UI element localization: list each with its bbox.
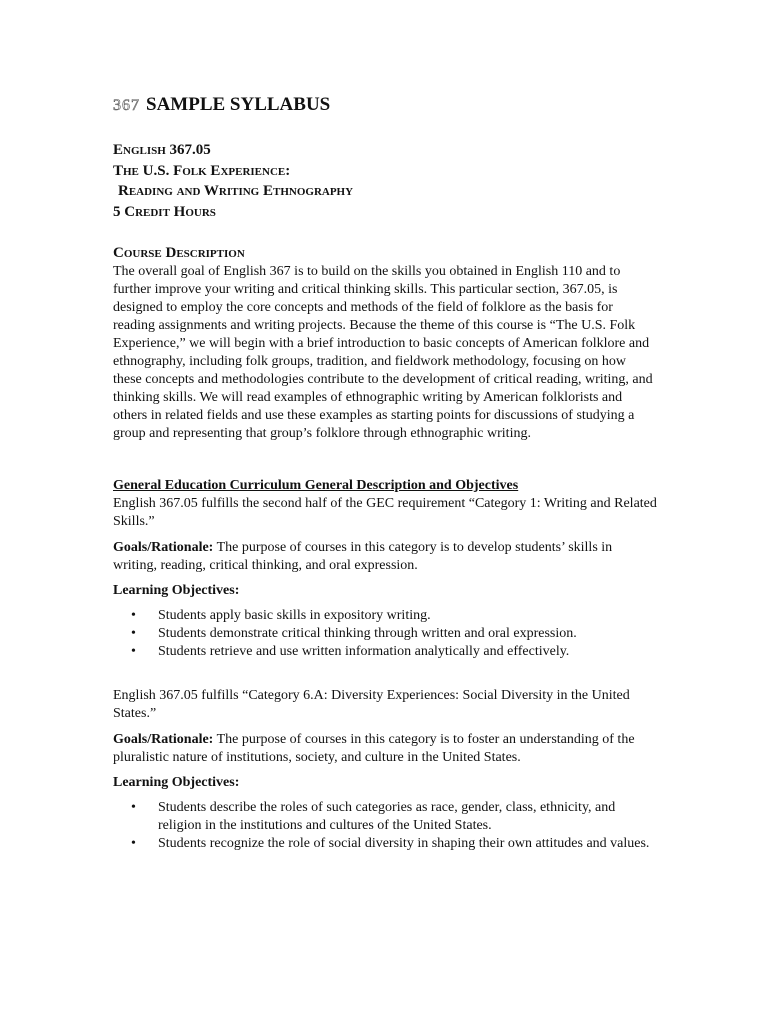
bullet-icon: • — [131, 836, 136, 851]
bullet-icon: • — [131, 644, 136, 659]
category-6-intro: English 367.05 fulfills “Category 6.A: Diversity Experiences: Social Diversity in the United States.” — [113, 688, 630, 721]
goals-label: Goals/Rationale: — [113, 540, 214, 555]
gec-heading: General Education Curriculum General Description and Objectives — [113, 478, 519, 493]
document-title — [113, 93, 330, 118]
category-6-objectives-label: Learning Objectives: — [113, 775, 240, 790]
list-item: • Students demonstrate critical thinking through written and oral expression. — [131, 626, 577, 641]
list-item: • Students recognize the role of social diversity in shaping their own attitudes and values. — [131, 836, 650, 851]
goals-text: The purpose of courses in this category is to develop students’ skills in writing, reading, critical thinking, and oral expression. — [113, 540, 613, 573]
bullet-icon: • — [131, 608, 136, 623]
category-1-intro: English 367.05 fulfills the second half of the GEC requirement “Category 1: Writing and Related Skills.” — [113, 496, 657, 529]
course-info — [113, 140, 353, 223]
document-title-text: SAMPLE SYLLABUS — [146, 94, 331, 115]
course-code: English 367.05 — [113, 142, 211, 158]
category-1-goals — [113, 539, 658, 575]
category-6-objectives-list — [113, 799, 658, 853]
list-item: • Students apply basic skills in expository writing. — [131, 608, 431, 623]
bullet-icon: • — [131, 800, 136, 815]
course-description-body: The overall goal of English 367 is to build on the skills you obtained in English 110 and to further improve your writing and critical thinking skills. This particular section, 367.05, is designed to employ the core concepts and methods of the field of folklore as the basis for reading assignments and writing projects. Because the theme of this course is “The U.S. Folk Experience,” we will begin with a brief introduction to basic concepts of American folklore and ethnography, including folk groups, tradition, and fieldwork methodology, focusing on how these concepts and methodologies contribute to the development of critical reading, writing, and thinking skills. We will read examples of ethnographic writing by American folklorists and others in related fields and use these examples as starting points for discussions of studying a group and representing that group’s folklore through ethnographic writing. — [113, 264, 653, 441]
course-description-heading: Course Description — [113, 245, 245, 261]
credit-hours: 5 Credit Hours — [113, 204, 216, 221]
goals-text: The purpose of courses in this category is to foster an understanding of the pluralistic nature of institutions, society, and culture in the United States. — [113, 732, 635, 765]
category-6-goals — [113, 731, 658, 767]
list-item: • Students describe the roles of such categories as race, gender, class, ethnicity, and religion in the institutions and cultures of the United States. — [131, 800, 616, 833]
list-item: • Students retrieve and use written information analytically and effectively. — [131, 644, 570, 659]
bullet-icon: • — [131, 626, 136, 641]
category-1-objectives-list — [113, 607, 658, 661]
course-title-line-1: The U.S. Folk Experience: — [113, 162, 291, 179]
category-1-objectives-label: Learning Objectives: — [113, 583, 240, 598]
course-number-outline: 367 — [113, 97, 140, 114]
goals-label: Goals/Rationale: — [113, 732, 214, 747]
course-title-line-2: Reading and Writing Ethnography — [118, 183, 354, 200]
